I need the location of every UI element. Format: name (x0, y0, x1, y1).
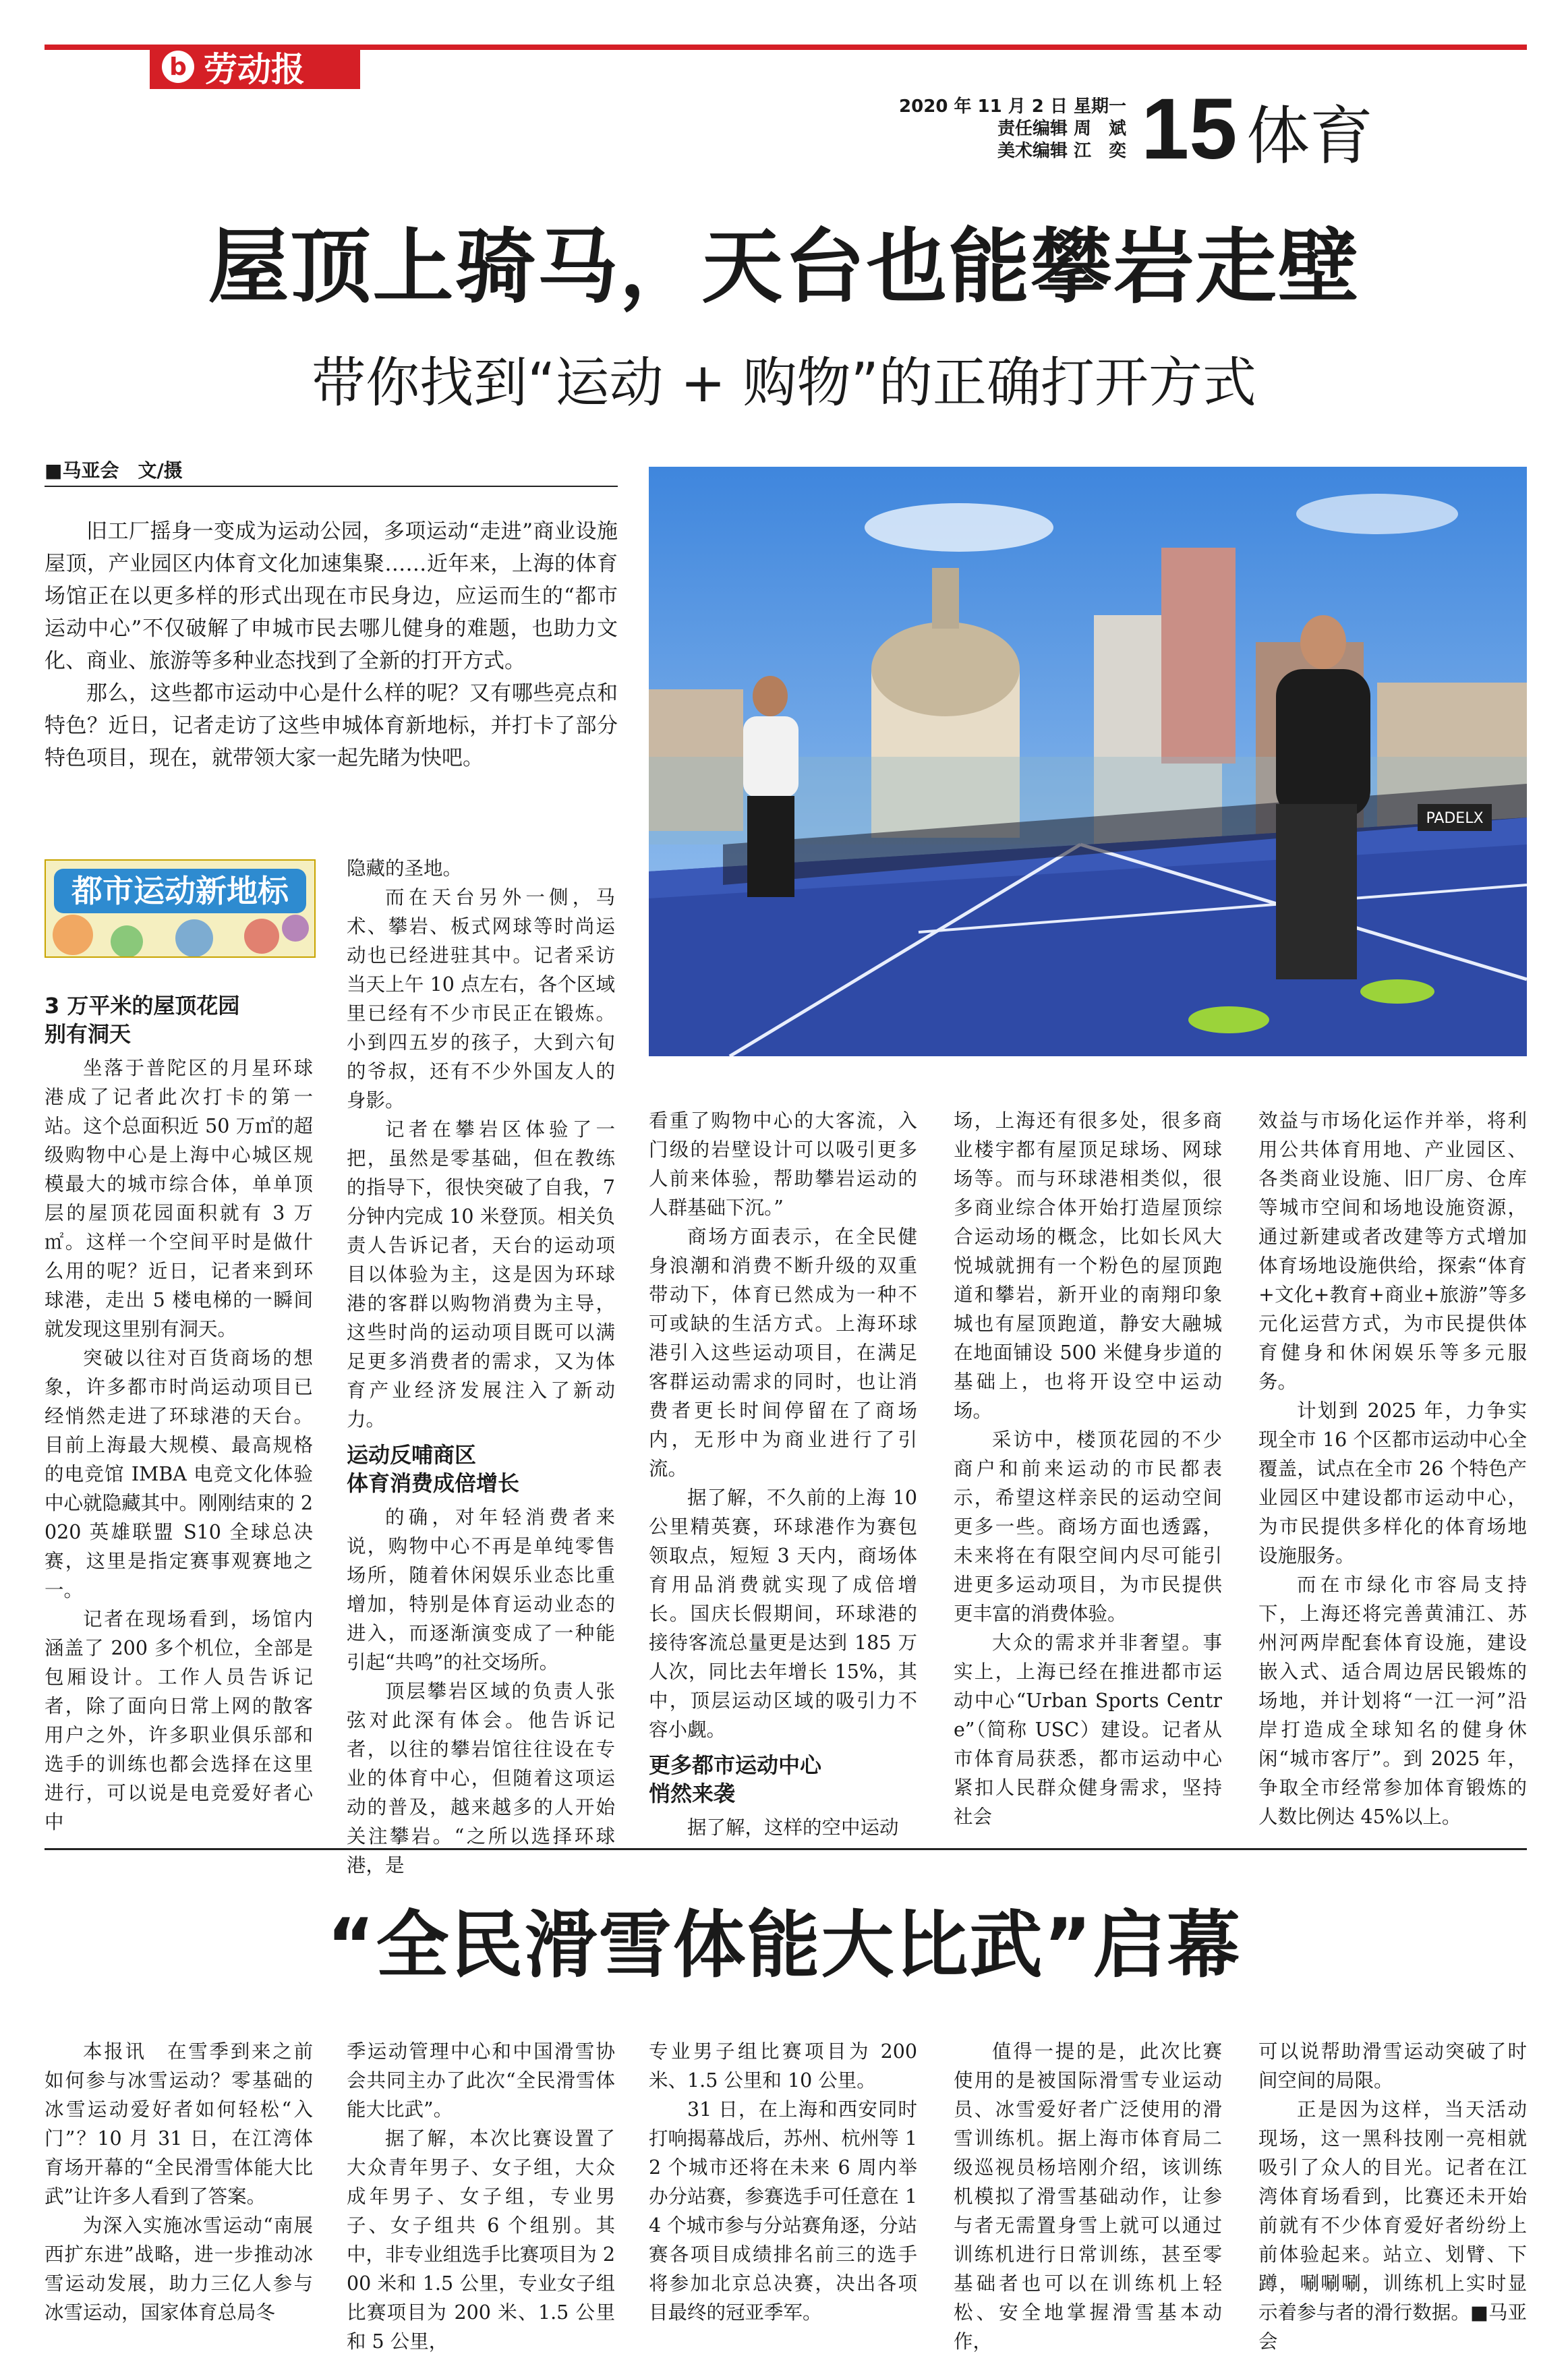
body-paragraph: 专业男子组比赛项目为 200 米、1.5 公里和 10 公里。 (649, 2040, 917, 2092)
body-paragraph: 顶层攀岩区域的负责人张弦对此深有体会。他告诉记者，以往的攀岩馆往往设在专业的体育中心，但随着这项运动的普及，越来越多的人开始关注攀岩。“之所以选择环球港，是 (347, 1680, 615, 1876)
photo-illustration (649, 467, 1527, 1056)
intro-paragraph: 那么，这些都市运动中心是什么样的呢？又有哪些亮点和特色？近日，记者走访了这些申城体育新地标，并打卡了部分特色项目，现在，就带领大家一起先睹为快吧。 (45, 681, 618, 770)
body-paragraph: 商场方面表示，在全民健身浪潮和消费不断升级的双重带动下，体育已然成为一种不可或缺的生活方式。上海环球港引入这些运动项目，在满足客群运动需求的同时，也让消费者更长时间停留在了商场内，无形中为商业进行了引流。 (649, 1226, 917, 1480)
column-subheading: 更多都市运动中心 悄然来袭 (649, 1752, 822, 1806)
body-paragraph: 坐落于普陀区的月星环球港成了记者此次打卡的第一站。这个总面积近 50 万㎡的超级购物中心是上海中心城区规模最大的城市综合体，单单顶层的屋顶花园面积就有 3 万㎡。这样一个空间平时是做什么用的呢？近日，记者来到环球港，走出 5 楼电梯的一瞬间就发现这里别有洞天。 (45, 1057, 313, 1340)
body-paragraph: 效益与市场化运作并举，将利用公共体育用地、产业园区、各类商业设施、旧厂房、仓库等城市空间和场地设施资源，通过新建或者改建等方式增加体育场地设施供给，探索“体育+文化+教育+商业+旅游”等多元化运营方式，为市民提供体育健身和休闲娱乐等多元服务。 (1258, 1110, 1527, 1393)
body-paragraph: 31 日，在上海和西安同时打响揭幕战后，苏州、杭州等 12 个城市还将在未来 6 周内举办分站赛，参赛选手可任意在 14 个城市参与分站赛角逐，分站赛各项目成绩排名前三的选手将参加北京总决赛，决出各项目最终的冠亚季军。 (649, 2098, 917, 2324)
masthead-rule-right (360, 45, 1527, 50)
ski-column-1 (45, 2037, 313, 2327)
body-paragraph: 突破以往对百货商场的想象，许多都市时尚运动项目已经悄然走进了环球港的天台。目前上海最大规模、最高规格的电竞馆 IMBA 电竞文化体验中心就隐藏其中。刚刚结束的 2020 英雄联盟 S10 全球总决赛，这里是指定赛事观赛地之一。 (45, 1347, 313, 1601)
body-paragraph: 为深入实施冰雪运动“南展西扩东进”战略，进一步推动冰雪运动发展，助力三亿人参与冰雪运动，国家体育总局冬 (45, 2214, 313, 2324)
article-divider (45, 1848, 1527, 1850)
article-column-3 (649, 1106, 917, 1842)
body-paragraph: 记者在现场看到，场馆内涵盖了 200 多个机位，全部是包厢设计。工作人员告诉记者，除了面向日常上网的散客用户之外，许多职业俱乐部和选手的训练也都会选择在这里进行，可以说是电竞爱好者心中 (45, 1608, 313, 1833)
article-column-4 (954, 1106, 1222, 1831)
ski-article-headline: “全民滑雪体能大比武”启幕 (326, 1903, 1242, 1988)
newspaper-logo (150, 45, 360, 89)
ski-column-3 (649, 2037, 917, 2327)
body-paragraph: 值得一提的是，此次比赛使用的是被国际滑雪专业运动员、冰雪爱好者广泛使用的滑雪训练机。据上海市体育局二级巡视员杨培刚介绍，该训练机模拟了滑雪基础动作，让参与者无需置身雪上就可以通过训练机进行日常训练，甚至零基础者也可以在训练机上轻松、安全地掌握滑雪基本动作， (954, 2040, 1222, 2353)
main-headline: 屋顶上骑马，天台也能攀岩走壁 (208, 221, 1360, 314)
intro-paragraph: 旧工厂摇身一变成为运动公园，多项运动“走进”商业设施屋顶，产业园区内体育文化加速集聚……近年来，上海的体育场馆正在以更多样的形式出现在市民身边，应运而生的“都市运动中心”不仅破解了申城市民去哪儿健身的难题，也助力文化、商业、旅游等多种业态找到了全新的打开方式。 (45, 519, 618, 673)
article-column-5 (1258, 1106, 1527, 1831)
issue-date: 2020 年 11 月 2 日 星期一 (899, 96, 1126, 117)
body-paragraph: 据了解，不久前的上海 10 公里精英赛，环球港作为赛包领取点，短短 3 天内，商场体育用品消费就实现了成倍增长。国庆长假期间，环球港的接待客流总量更是达到 185 万人次，同比去年增长 15%，其中，顶层运动区域的吸引力不容小觑。 (649, 1487, 917, 1741)
article-column-2 (347, 854, 615, 1880)
badge-text: 都市运动新地标 (71, 873, 289, 909)
column-subheading: 3 万平米的屋顶花园 别有洞天 (45, 993, 240, 1047)
ski-column-5 (1258, 2037, 1527, 2356)
column-badge (45, 859, 316, 958)
logo-icon: b (162, 51, 194, 83)
body-paragraph: 大众的需求并非奢望。事实上，上海已经在推进都市运动中心“Urban Sports Centre”（简称 USC）建设。记者从市体育局获悉，都市运动中心紧扣人民群众健身需求，坚持社会 (954, 1632, 1222, 1828)
body-paragraph: 采访中，楼顶花园的不少商户和前来运动的市民都表示，希望这样亲民的运动空间更多一些。商场方面也透露，未来将在有限空间内尽可能引进更多运动项目，为市民提供更丰富的消费体验。 (954, 1429, 1222, 1625)
body-paragraph: 可以说帮助滑雪运动突破了时间空间的局限。 (1258, 2040, 1527, 2092)
column-subheading: 运动反哺商区 体育消费成倍增长 (347, 1442, 520, 1496)
body-paragraph: 据了解，本次比赛设置了大众青年男子、女子组，大众成年男子、女子组，专业男子、女子组共 6 个组别。其中，非专业组选手比赛项目为 200 米和 1.5 公里，专业女子组比赛项目为 200 米、1.5 公里和 5 公里， (347, 2127, 615, 2353)
padel-sign-text: PADELX (1426, 810, 1484, 827)
main-subheadline: 带你找到“运动 + 购物”的正确打开方式 (312, 351, 1256, 414)
body-paragraph: 而在天台另外一侧，马术、攀岩、板式网球等时尚运动也已经进驻其中。记者采访当天上午 10 点左右，各个区域里已经有不少市民正在锻炼。小到四五岁的孩子，大到六旬的爷叔，还有不少外国友人的身影。 (347, 886, 615, 1112)
body-paragraph: 据了解，这样的空中运动 (687, 1816, 899, 1839)
section-title: 体育 (1246, 100, 1374, 173)
body-paragraph: 记者在攀岩区体验了一把，虽然是零基础，但在教练的指导下，很快突破了自我，7 分钟内完成 10 米登顶。相关负责人告诉记者，天台的运动项目以体验为主，这是因为环球港的客群以购物消费为主导，这些时尚的运动项目既可以满足更多消费者的需求，又为体育产业经济发展注入了新动力。 (347, 1118, 615, 1431)
art-editor-credit: 美术编辑 江 奕 (997, 141, 1126, 161)
page-number: 15 (1141, 81, 1238, 177)
editor-credit: 责任编辑 周 斌 (997, 119, 1126, 139)
body-paragraph: 场，上海还有很多处，很多商业楼宇都有屋顶足球场、网球场等。而与环球港相类似，很多商业综合体开始打造屋顶综合运动场的概念，比如长风大悦城就拥有一个粉色的屋顶跑道和攀岩，新开业的南翔印象城也有屋顶跑道，静安大融城在地面铺设 500 米健身步道的基础上，也将开设空中运动场。 (954, 1110, 1222, 1422)
body-paragraph: 隐藏的圣地。 (347, 857, 463, 880)
byline-rule (45, 486, 618, 487)
article-intro (45, 515, 618, 774)
padel-court-photo (649, 467, 1527, 1056)
ski-column-2 (347, 2037, 615, 2356)
body-paragraph: 计划到 2025 年，力争实现全市 16 个区都市运动中心全覆盖，试点在全市 26 个特色产业园区中建设都市运动中心，为市民提供多样化的体育场地设施服务。 (1258, 1400, 1527, 1567)
body-paragraph: 看重了购物中心的大客流，入门级的岩壁设计可以吸引更多人前来体验，帮助攀岩运动的人群基础下沉。” (649, 1110, 917, 1219)
body-paragraph: 的确，对年轻消费者来说，购物中心不再是单纯零售场所，随着休闲娱乐业态比重增加，特别是体育运动业态的进入，而逐渐演变成了一种能引起“共鸣”的社交场所。 (347, 1506, 615, 1673)
byline: ■马亚会 文/摄 (45, 459, 183, 482)
issue-info (877, 96, 1126, 163)
ski-column-4 (954, 2037, 1222, 2356)
masthead-rule-left (45, 45, 150, 50)
body-paragraph: 而在市绿化市容局支持下，上海还将完善黄浦江、苏州河两岸配套体育设施，建设嵌入式、适合周边居民锻炼的场地，并计划将“一江一河”沿岸打造成全球知名的健身休闲“城市客厅”。到 2025 年，争取全市经常参加体育锻炼的人数比例达 45%以上。 (1258, 1574, 1527, 1828)
body-paragraph: 正是因为这样，当天活动现场，这一黑科技刚一亮相就吸引了众人的目光。记者在江湾体育场看到，比赛还未开始前就有不少体育爱好者纷纷上前体验起来。站立、划臂、下蹲，唰唰唰，训练机上实时显示着参与者的滑行数据。■马亚会 (1258, 2098, 1527, 2353)
body-paragraph: 季运动管理中心和中国滑雪协会共同主办了此次“全民滑雪体能大比武”。 (347, 2040, 615, 2121)
logo-text: 劳动报 (204, 50, 305, 89)
body-paragraph: 本报讯 在雪季到来之前如何参与冰雪运动？零基础的冰雪运动爱好者如何轻松“入门”？10 月 31 日，在江湾体育场开幕的“全民滑雪体能大比武”让许多人看到了答案。 (45, 2040, 313, 2208)
article-column-1 (45, 992, 313, 1837)
